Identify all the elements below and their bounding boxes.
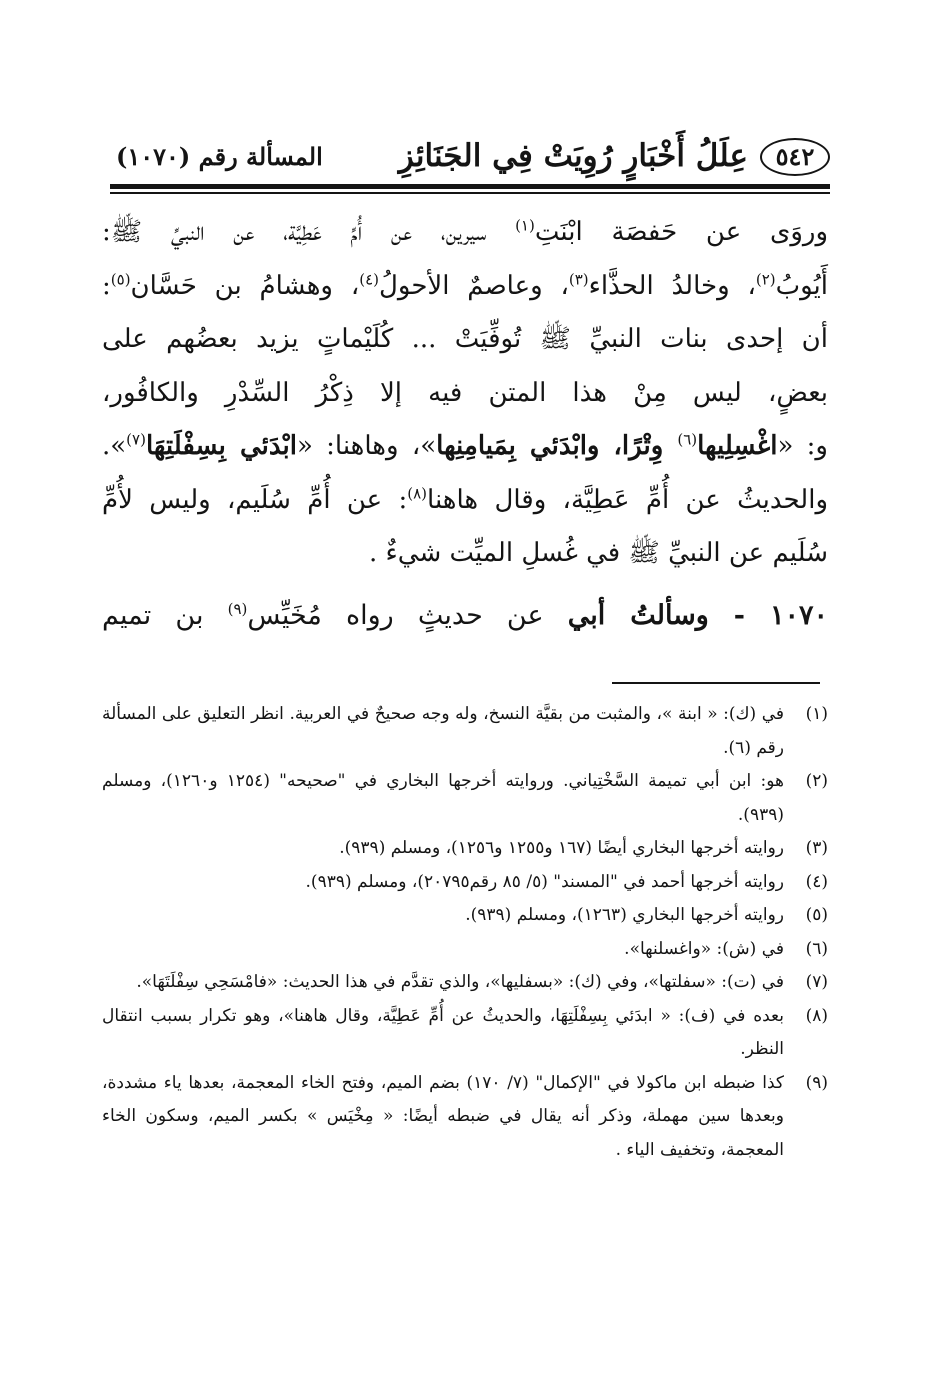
footnote-item [102, 966, 828, 1000]
footnote-ref: (٨) [407, 483, 428, 502]
hadith-quote: ابْدَئي بِسِفْلَتِهَا [145, 431, 297, 461]
footnote-text: هو: ابن أبي تميمة السَّخْتِياني. وروايته أخرجها البخاري في "صحيحه" (١٢٥٤ و١٢٦٠)، ومسلم (٩٣٩). [102, 771, 784, 825]
footnote-ref: (٦) [677, 430, 698, 449]
main-line-1: وروَى عن حَفصَة ابْنَتِ$^{(١)}$ سيرين، عن أُمِّ عَطِيَّة، عن النبيِّ ﷺ: [102, 216, 828, 247]
footnote-number: (٥) [805, 905, 828, 925]
hadith-quote: اغْسِلِيها [697, 431, 778, 461]
footnote-number: (٤) [805, 871, 828, 892]
main-line-5: و: «اغْسِلِيها$^{(٦)}$ وِتْرًا، وابْدَئي بِمَيامِنِها»، وهاهنا: «ابْدَئي بِسِفْلَتِهَا$^{(٧)}$». [102, 430, 828, 461]
main-line-4: بعضٍ، ليس مِنْ هذا المتن فيه إلا ذِكْرُ السِّدْرِ والكافُور، [102, 377, 828, 408]
main-line-6: والحديثُ عن أُمِّ عَطِيَّة، وقال هاهنا$^{(٨)}$: عن أُمِّ سُلَيم، وليس لأُمِّ [102, 483, 829, 515]
footnote-number: (٣) [805, 838, 828, 858]
footnote-separator [612, 682, 820, 684]
footnote-ref: (١) [515, 216, 535, 235]
footnote-text: روايته أخرجها أحمد في "المسند" (٥/ ٨٥ رقم٢٠٧٩٥)، ومسلم (٩٣٩). [305, 871, 784, 892]
footnote-number: (٩) [805, 1072, 828, 1093]
footnote-text: روايته أخرجها البخاري (١٢٦٣)، ومسلم (٩٣٩). [465, 905, 784, 925]
book-title: عِلَلُ أَخْبَارٍ رُوِيَتْ فِي الجَنَائِزِ [398, 138, 748, 174]
main-text [102, 206, 828, 642]
footnote-item [102, 899, 828, 933]
page-header [110, 132, 830, 182]
footnote-text: روايته أخرجها البخاري أيضًا (١٦٧ و١٢٥٥ و١٢٥٦)، ومسلم (٩٣٩). [339, 838, 784, 858]
hadith-quote: وِتْرًا، وابْدَئي بِمَيامِنِها [436, 431, 678, 461]
page-number: ٥٤٢ [760, 138, 830, 176]
footnote-text: في (ت): «سفلتها»، وفي (ك): «بسفليها»، والذي تقدَّم في هذا الحديث: «فامْسَحِي سِفْلَتَهَا». [136, 972, 784, 992]
footnote-ref: (٩) [227, 599, 248, 618]
footnote-ref: (٤) [359, 269, 379, 288]
issue-heading-line: ١٠٧٠ - وسألتُ أبي عن حديثٍ رواه مُخَيِّس$^{(٩)}$ بن تميم [102, 599, 828, 631]
footnote-number: (٢) [805, 771, 828, 791]
footnote-text: بعده في (ف): « ابدَئي بِسِفْلَتِهَا، والحديثُ عن أُمِّ عَطِيَّة، وقال هاهنا»، وهو تكرار بسبب انتقال النظر. [102, 1005, 784, 1059]
footnote-ref: (٣) [568, 269, 589, 288]
footnote-item [102, 698, 828, 765]
footnote-item [102, 1000, 828, 1067]
issue-label: المسألة رقم (١٠٧٠) [116, 142, 323, 171]
main-line-2: أَيُوبُ$^{(٢)}$، وخالدُ الحذَّاء$^{(٣)}$، وعاصمٌ الأحولُ$^{(٤)}$، وهشامُ بن حَسَّان$^{(٥)}$: [102, 269, 828, 301]
footnote-number: (٧) [805, 972, 828, 992]
footnote-number: (١) [805, 704, 828, 724]
issue-heading: ١٠٧٠ - وسألتُ أبي [567, 599, 828, 631]
footnote-ref: (٢) [755, 269, 776, 288]
footnotes [102, 698, 828, 1167]
footnote-item [102, 765, 828, 832]
footnote-item [102, 933, 828, 967]
footnote-text: في (ك): « ابنة »، والمثبت من بقيَّة النسخ، وله وجه صحيحٌ في العربية. انظر التعليق على المسألة رقم (٦). [102, 704, 784, 758]
footnote-item [102, 1067, 828, 1168]
footnote-text: كذا ضبطه ابن ماكولا في "الإكمال" (٧/ ١٧٠) بضم الميم، وفتح الخاء المعجمة، بعدها ياء مشددة، وبعدها سين مهملة، وذكر أنه يقال في ضبطه أيضًا: « مِخْيَس » بكسر الميم، وسكون الخاء المعجمة، وتخفيف الياء . [102, 1072, 784, 1160]
footnote-ref: (٧) [126, 430, 146, 449]
main-line-7: سُلَيم عن النبيِّ ﷺ في غُسلِ الميِّت شيءٌ . [369, 538, 828, 568]
footnote-item [102, 866, 828, 900]
footnote-number: (٦) [805, 938, 828, 959]
footnote-text: في (ش): «واغسلنها». [624, 938, 784, 959]
footnote-ref: (٥) [110, 269, 131, 288]
header-rule-thin [110, 192, 830, 194]
footnote-item [102, 832, 828, 866]
main-line-3: أن إحدى بنات النبيِّ ﷺ تُوفِّيَتْ ... كُلَيْماتٍ يزيد بعضُهم على [102, 324, 828, 354]
footnote-number: (٨) [805, 1005, 828, 1026]
header-rule-thick [110, 184, 830, 189]
